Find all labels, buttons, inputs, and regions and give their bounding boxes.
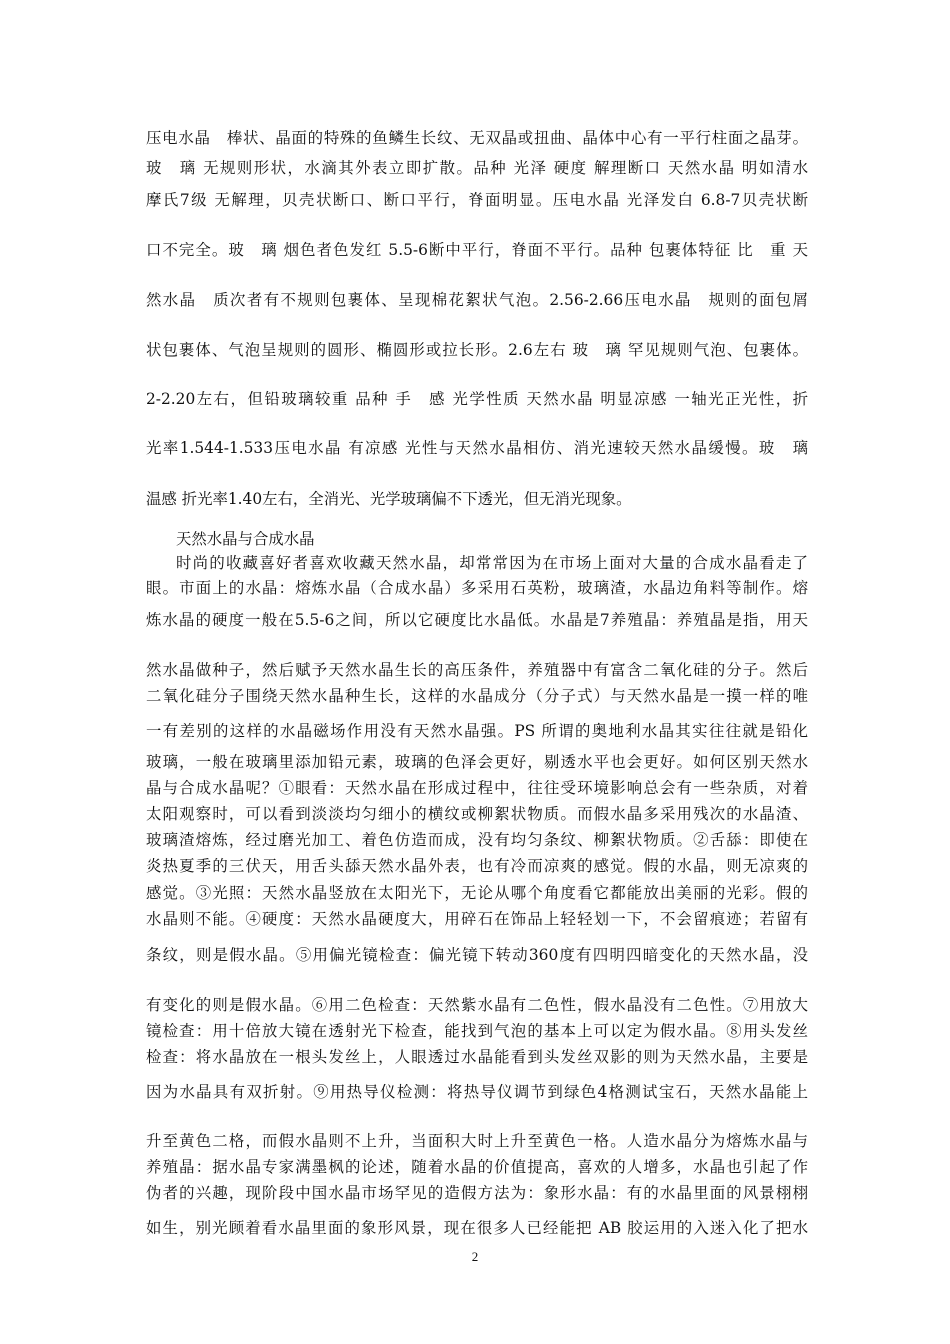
- text-line: 温感 折光率1.40左右，全消光、光学玻璃偏不下透光，但无消光现象。: [146, 490, 632, 508]
- text-line: 养殖晶：据水晶专家满墨枫的论述，随着水晶的价值提高，喜欢的人增多，水晶也引起了作: [146, 1158, 808, 1176]
- text-line: 感觉。③光照：天然水晶竖放在太阳光下，无论从哪个角度看它都能放出美丽的光彩。假的: [146, 884, 808, 902]
- text-line: 条纹，则是假水晶。⑤用偏光镜检查：偏光镜下转动360度有四明四暗变化的天然水晶，没: [146, 946, 808, 964]
- text-line: 太阳观察时，可以看到淡淡均匀细小的横纹或柳絮状物质。而假水晶多采用残次的水晶渣、: [146, 805, 808, 823]
- text-line: 口不完全。玻 璃 烟色者色发红 5.5-6断中平行，脊面不平行。品种 包裹体特征 比 重 天: [146, 241, 808, 259]
- text-line: 伪者的兴趣，现阶段中国水晶市场罕见的造假方法为：象形水晶：有的水晶里面的风景栩栩: [146, 1184, 808, 1202]
- text-line: 检查：将水晶放在一根头发丝上，人眼透过水晶能看到头发丝双影的则为天然水晶，主要是: [146, 1048, 808, 1066]
- text-line: 玻璃渣熔炼，经过磨光加工、着色仿造而成，没有均匀条纹、柳絮状物质。②舌舔：即使在: [146, 831, 808, 849]
- text-line: 镜检查：用十倍放大镜在透射光下检查，能找到气泡的基本上可以定为假水晶。⑧用头发丝: [146, 1022, 808, 1040]
- text-line: 然水晶 质次者有不规则包裹体、呈现棉花絮状气泡。2.56-2.66压电水晶 规则的面包屑: [146, 291, 808, 309]
- text-line: 炼水晶的硬度一般在5.5-6之间，所以它硬度比水晶低。水晶是7养殖晶：养殖晶是指，用天: [146, 611, 808, 629]
- text-line: 如生，别光顾着看水晶里面的象形风景，现在很多人已经能把 AB 胶运用的入迷入化了把水: [146, 1219, 808, 1237]
- text-line: 一有差别的这样的水晶磁场作用没有天然水晶强。PS 所谓的奥地利水晶其实往往就是铅化: [146, 722, 808, 740]
- text-line: 然水晶做种子，然后赋予天然水晶生长的高压条件，养殖器中有富含二氧化硅的分子。然后: [146, 661, 808, 679]
- text-line: 状包裹体、气泡呈规则的圆形、椭圆形或拉长形。2.6左右 玻 璃 罕见规则气泡、包裹体。: [146, 341, 808, 359]
- text-line: 光率1.544-1.533压电水晶 有凉感 光性与天然水晶相仿、消光速较天然水晶缓慢。玻 璃: [146, 439, 808, 457]
- section-heading: 天然水晶与合成水晶: [176, 530, 315, 548]
- text-line: 压电水晶 棒状、晶面的特殊的鱼鳞生长纹、无双晶或扭曲、晶体中心有一平行柱面之晶芽。: [146, 129, 808, 147]
- text-line: 因为水晶具有双折射。⑨用热导仪检测：将热导仪调节到绿色4格测试宝石，天然水晶能上: [146, 1083, 808, 1101]
- text-line: 有变化的则是假水晶。⑥用二色检查：天然紫水晶有二色性，假水晶没有二色性。⑦用放大: [146, 996, 808, 1014]
- text-line: 炎热夏季的三伏天，用舌头舔天然水晶外表，也有冷而凉爽的感觉。假的水晶，则无凉爽的: [146, 857, 808, 875]
- text-line: 水晶则不能。④硬度：天然水晶硬度大，用碎石在饰品上轻轻划一下，不会留痕迹；若留有: [146, 910, 808, 928]
- text-line: 升至黄色二格，而假水晶则不上升，当面积大时上升至黄色一格。人造水晶分为熔炼水晶与: [146, 1132, 808, 1150]
- text-line: 时尚的收藏喜好者喜欢收藏天然水晶，却常常因为在市场上面对大量的合成水晶看走了: [176, 554, 808, 572]
- text-line: 二氧化硅分子围绕天然水晶种生长，这样的水晶成分（分子式）与天然水晶是一摸一样的唯: [146, 687, 808, 705]
- text-line: 眼。市面上的水晶：熔炼水晶（合成水晶）多采用石英粉，玻璃渣，水晶边角料等制作。熔: [146, 579, 808, 597]
- text-line: 摩氏7级 无解理，贝壳状断口、断口平行，脊面明显。压电水晶 光泽发白 6.8-7贝壳状断: [146, 191, 808, 209]
- text-line: 玻璃，一般在玻璃里添加铅元素，玻璃的色泽会更好，剔透水平也会更好。如何区别天然水: [146, 753, 808, 771]
- text-line: 2-2.20左右，但铅玻璃较重 品种 手 感 光学性质 天然水晶 明显凉感 一轴光正光性，折: [146, 390, 808, 408]
- text-line: 晶与合成水晶呢？①眼看：天然水晶在形成过程中，往往受环境影响总会有一些杂质，对着: [146, 779, 808, 797]
- text-line: 玻 璃 无规则形状，水滴其外表立即扩散。品种 光泽 硬度 解理断口 天然水晶 明如清水: [146, 159, 808, 177]
- page-number: 2: [471, 1249, 479, 1264]
